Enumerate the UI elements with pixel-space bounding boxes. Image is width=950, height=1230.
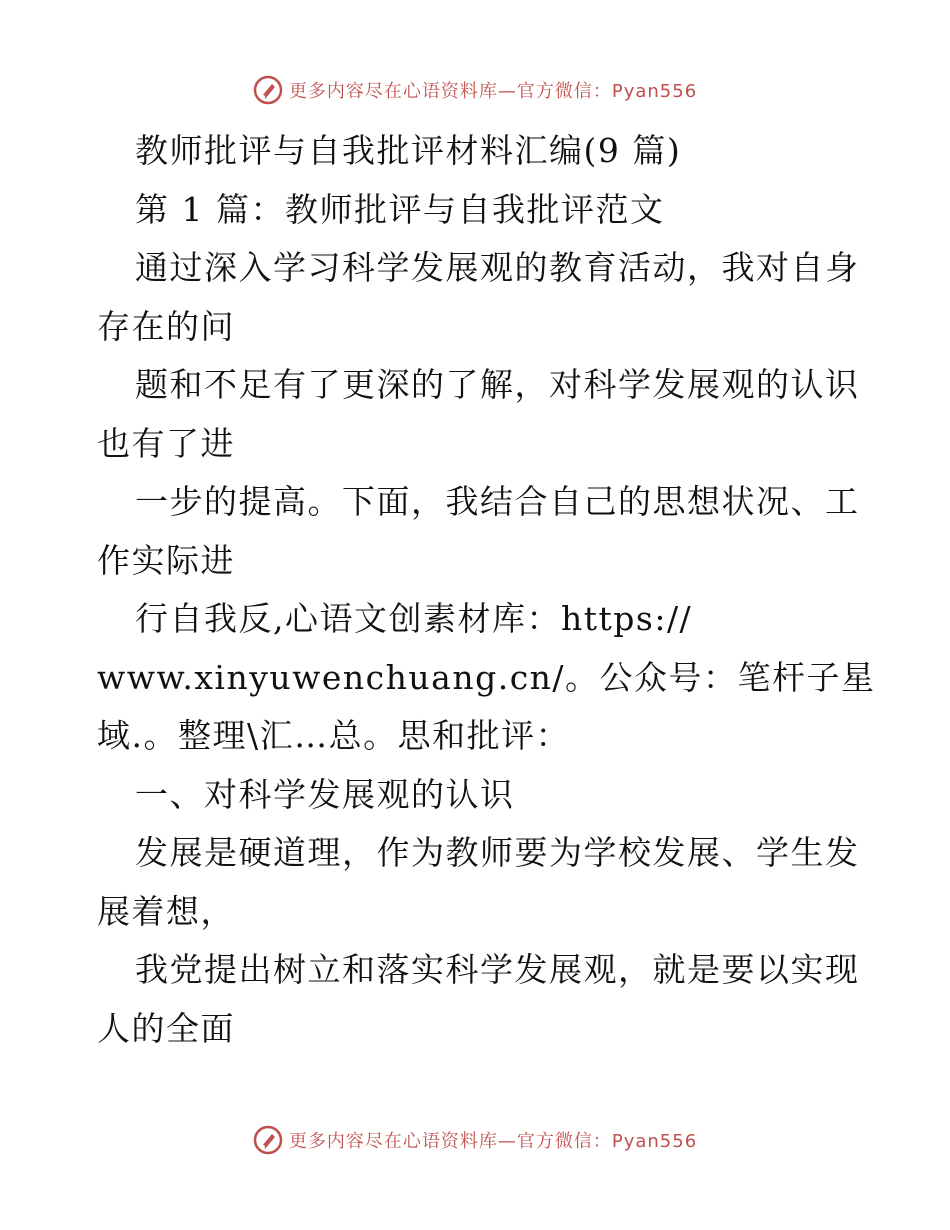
text-line: 我党提出树立和落实科学发展观，就是要以实现 xyxy=(135,950,860,989)
pen-logo-icon xyxy=(253,75,283,105)
document-title: 教师批评与自我批评材料汇编(9 篇) xyxy=(135,131,682,170)
footer-watermark-text: 更多内容尽在心语资料库—官方微信：Pyan556 xyxy=(288,1131,698,1152)
text-line: 一步的提高。下面，我结合自己的思想状况、工 xyxy=(135,482,860,521)
chapter-heading: 第 1 篇：教师批评与自我批评范文 xyxy=(135,189,665,229)
text-line: 题和不足有了更深的了解，对科学发展观的认识 xyxy=(135,365,860,404)
pen-logo-icon xyxy=(253,1125,283,1155)
text-line: 作实际进 xyxy=(97,540,235,580)
text-line: 也有了进 xyxy=(97,423,235,463)
header-watermark xyxy=(0,70,950,110)
text-line: 人的全面 xyxy=(97,1008,235,1048)
footer-watermark xyxy=(0,1120,950,1160)
text-line: 存在的问 xyxy=(97,306,235,346)
text-line: 展着想， xyxy=(97,891,235,931)
header-watermark-text: 更多内容尽在心语资料库—官方微信：Pyan556 xyxy=(288,81,698,102)
section-heading: 一、对科学发展观的认识 xyxy=(135,774,515,814)
text-line: 行自我反,心语文创素材库：https:// xyxy=(135,599,693,638)
text-line: 发展是硬道理，作为教师要为学校发展、学生发 xyxy=(135,833,860,872)
text-line: 通过深入学习科学发展观的教育活动，我对自身 xyxy=(135,248,860,287)
text-line: 域.。整理\汇…总。思和批评： xyxy=(97,716,571,755)
document-body xyxy=(97,122,876,1058)
text-line: www.xinyuwenchuang.cn/。公众号：笔杆子星 xyxy=(97,657,876,697)
